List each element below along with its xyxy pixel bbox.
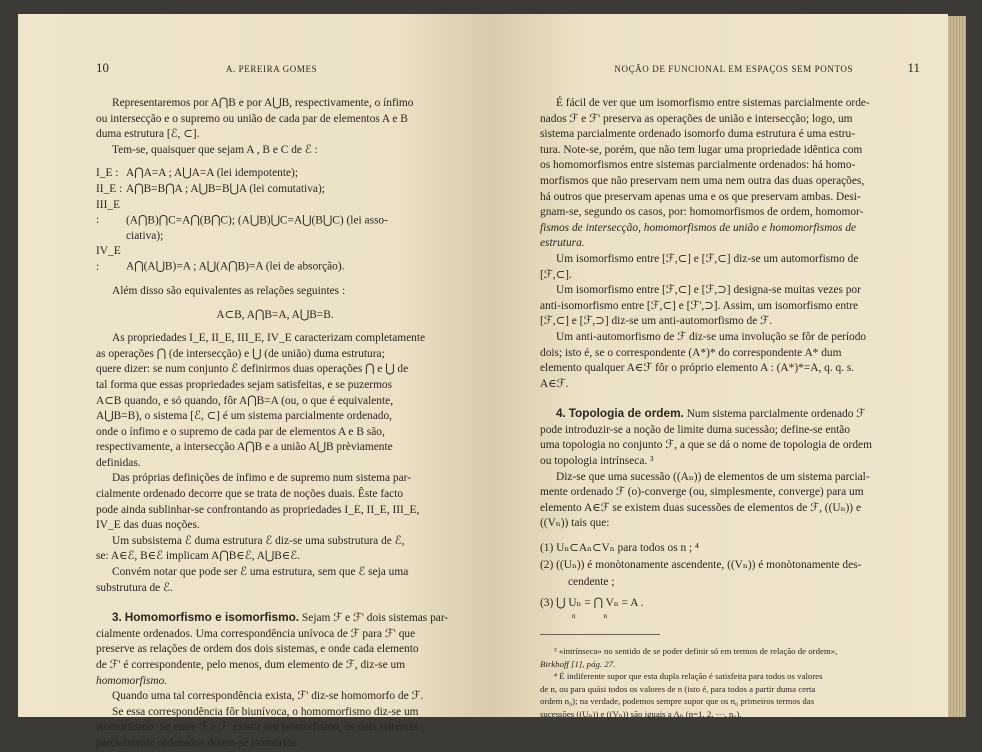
section-number: 4. <box>556 406 566 421</box>
law-idempotent: I_E : A⋂A=A ; A⋃A=A (lei idempotente); <box>96 167 298 180</box>
paragraph: Um subsistema ℰ duma estrutura ℰ diz-se uma substrutura de ℰ, se: A∈ℰ, B∈ℰ implicam A⋂B∈ℰ, A⋃B∈ℰ. <box>96 534 405 563</box>
paragraph: Um isomorfismo entre [ℱ,⊂] e [ℱ,⊂] diz-se um automorfismo de [ℱ,⊂]. <box>540 252 859 281</box>
condition-2: (2) ((Uₙ)) é monòtonamente ascendente, ((Vₙ)) é monòtonamente des- cendente ; <box>540 559 862 589</box>
paragraph: Quando uma tal correspondência exista, ℱ' diz-se homomorfo de ℱ. <box>112 690 424 703</box>
law-absorption: IV_E : A⋂(A⋃B)=A ; A⋃(A⋂B)=A (lei de absorção). <box>96 245 345 273</box>
condition-3: (3) ⋃ Uₙ = ⋂ Vₙ = A . <box>540 597 644 610</box>
section-3: 3. Homomorfismo e isomorfismo. Sejam ℱ e ℱ' dois sistemas par- cialmente ordenados. Uma correspondência unívoca de ℱ para ℱ' que preserve as relações de ordem dos dois sistemas, e onde cada elemento de ℱ' é correspondente, pelo menos, dum elemento de ℱ, diz-se um homomorfismo. <box>96 610 449 687</box>
paragraph: Representaremos por A⋂B e por A⋃B, respectivamente, o ínfimo ou intersecção e o supremo ou união de cada par de elementos A e B duma estrutura [ℰ, ⊂]. <box>96 97 414 141</box>
paragraph: É fácil de ver que um isomorfismo entre sistemas parcialmente orde- nados ℱ e ℱ' preserva as operações de união e intersecção; logo, um sistema parcialmente ordenado isomorfo duma estrutura é uma estru- tura. Note-se, porém, que não tem lugar uma propriedade idêntica com os homomorfismos entre sistemas parcialmente ordenados: há homo- morfismos que não preservam nem uma nem outra das duas operações, há outros que preservam apenas uma e os que preservam ambas. Desi- gnam-se, segundo os casos, por: homomorfismos de ordem, homomor- fismos de intersecção, homomorfismos de união e homomorfismos de estrutura. <box>540 97 870 250</box>
left-page-header <box>96 60 454 76</box>
law-commutative: II_E : A⋂B=B⋂A ; A⋃B=B⋃A (lei comutativa); <box>96 182 325 195</box>
running-head: NOÇÃO DE FUNCIONAL EM ESPAÇOS SEM PONTOS <box>614 64 854 74</box>
law-associative-cont: ciativa); <box>126 229 164 242</box>
footnote-4: ⁴ É indiferente supor que esta dupla relação é satisfeita para todos os valores de n, ou para quási todos os valores de n (isto é, para todos a partir duma certa ordem n₀); na verdade, podemos sempre supor que os n₀ primeiros termos das sucessões ((Uₙ)) e ((Vₙ)) são iguais a Aₙ (n=1, 2, ⋯, n₀). <box>540 671 823 719</box>
section-title: Homomorfismo e isomorfismo. <box>124 610 300 625</box>
paragraph: Diz-se que uma sucessão ((Aₙ)) de elementos de um sistema parcial- mente ordenado ℱ (o)-converge (ou, simplesmente, converge) para um elemento A∈ℱ se existem duas sucessões de elementos de ℱ, ((Uₙ)) e ((Vₙ)) tais que: <box>540 470 870 530</box>
left-page <box>18 14 490 749</box>
paragraph: Se essa correspondência fôr biunívoca, o homomorfismo diz-se um isomorfismo. Se entre ℱ e ℱ' existir um isomorfismo, os dois sistemas parcialmente ordenados dizem-se isomorfos. <box>96 705 419 749</box>
section-number: 3. <box>112 610 122 625</box>
running-head: A. PEREIRA GOMES <box>225 64 318 74</box>
condition-3-subscripts: n n <box>572 612 607 621</box>
page-edges <box>948 16 966 717</box>
paragraph: Além disso são equivalentes as relações seguintes : <box>112 284 346 297</box>
page-number: 11 <box>907 60 920 75</box>
section-title: Topologia de ordem. <box>568 406 684 421</box>
page-number: 10 <box>96 60 109 75</box>
footnote-3: ³ «intrínseca» no sentido de se poder definir só em termos de relação de ordem», Birkhoff [1], pág. 27. <box>540 646 838 669</box>
paragraph: Tem-se, quaisquer que sejam A , B e C de ℰ : <box>112 143 318 156</box>
right-page <box>490 14 948 717</box>
right-page-header <box>540 60 920 76</box>
equivalent-relations: A⊂B, A⋂B=A, A⋃B=B. <box>216 309 334 322</box>
law-associative: III_E : (A⋂B)⋂C=A⋂(B⋂C); (A⋃B)⋃C=A⋃(B⋃C) (lei asso- <box>96 198 388 227</box>
paragraph: Um anti-automorfismo de ℱ diz-se uma involução se fôr de período dois; isto é, se o correspondente (A*)* do correspondente A* dum elemento qualquer A∈ℱ fôr o próprio elemento A : (A*)*=A, q. q. s. A∈ℱ. <box>540 330 867 390</box>
section-4: 4. Topologia de ordem. Num sistema parcialmente ordenado ℱ pode introduzir-se a noção de limite duma sucessão; define-se então uma topologia no conjunto ℱ, a que se dá o nome de topologia de ordem ou topologia intrínseca. ³ <box>540 406 872 468</box>
footnote-rule <box>540 634 660 635</box>
paragraph: Das próprias definições de ínfimo e de supremo num sistema par- cialmente ordenado decorre que se trata de noções duais. Êste facto pode ainda sublinhar-se confrontando as propriedades I_E, II_E, III_E, IV_E das duas noções. <box>96 472 420 532</box>
paragraph: Um isomorfismo entre [ℱ,⊂] e [ℱ,⊃] designa-se muitas vezes por anti-isomorfismo entre [ℱ,⊂] e [ℱ',⊃]. Assim, um isomorfismo entre [ℱ,⊂] e [ℱ,⊃] diz-se um anti-automorfismo de ℱ. <box>540 284 861 328</box>
paragraph: Convém notar que pode ser ℰ uma estrutura, sem que ℰ seja uma substrutura de ℰ. <box>96 566 409 594</box>
paragraph: As propriedades I_E, II_E, III_E, IV_E caracterizam completamente as operações ⋂ (de intersecção) e ⋃ (de união) duma estrutura; quere dizer: se num conjunto ℰ definirmos duas operações ⋂ e ⋃ de tal forma que essas propriedades sejam satisfeitas, e se puzermos A⊂B quando, e só quando, fôr A⋂B=A (ou, o que é equivalente, A⋃B=B), o sistema [ℰ, ⊂] é um sistema parcialmente ordenado, onde o ínfimo e o supremo de cada par de elementos A e B são, respectivamente, a intersecção A⋂B e a união A⋃B prèviamente definidas. <box>96 332 426 469</box>
condition-1: (1) Uₙ⊂Aₙ⊂Vₙ para todos os n ; ⁴ <box>540 542 700 555</box>
